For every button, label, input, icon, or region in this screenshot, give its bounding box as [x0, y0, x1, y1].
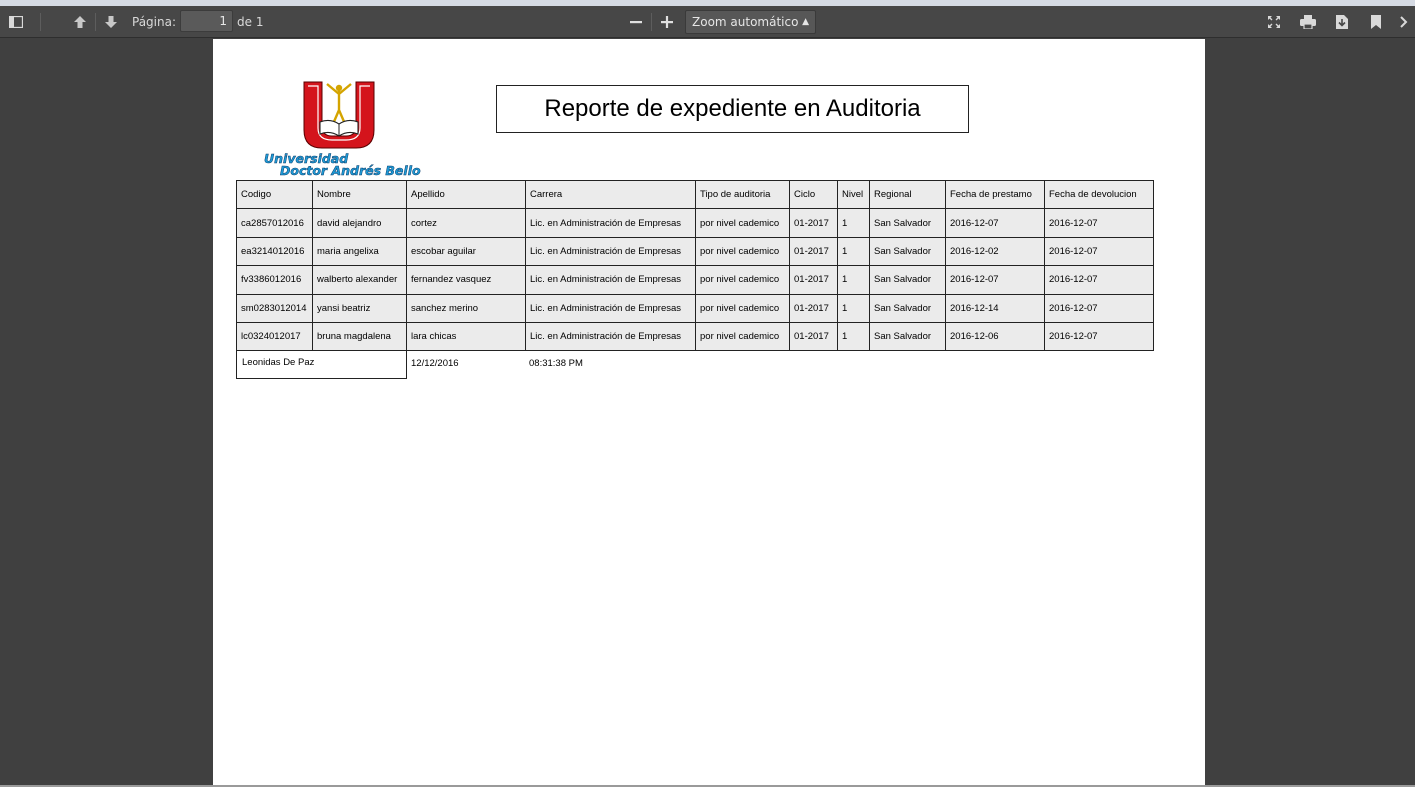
table-cell: 01-2017: [790, 209, 838, 237]
download-button[interactable]: [1332, 12, 1352, 32]
printer-icon: [1300, 15, 1316, 29]
table-cell: lara chicas: [407, 322, 526, 350]
table-cell: Lic. en Administración de Empresas: [526, 294, 696, 322]
zoom-select-value: Zoom automático: [692, 15, 799, 29]
table-cell: por nivel cademico: [696, 237, 790, 265]
column-header: Ciclo: [790, 181, 838, 209]
table-cell: david alejandro: [313, 209, 407, 237]
table-cell: ca2857012016: [237, 209, 313, 237]
footer-date: 12/12/2016: [411, 358, 459, 369]
table-row: [237, 266, 1154, 294]
table-cell: 2016-12-07: [1045, 266, 1154, 294]
page-number-input[interactable]: 1: [180, 10, 233, 32]
table-cell: San Salvador: [870, 294, 946, 322]
footer-user: Leonidas De Paz: [236, 350, 407, 379]
table-row: [237, 322, 1154, 350]
table-cell: 1: [838, 294, 870, 322]
page-total: de 1: [237, 15, 264, 29]
column-header: Nombre: [313, 181, 407, 209]
footer-time: 08:31:38 PM: [529, 358, 583, 369]
table-header-row: [237, 181, 1154, 209]
double-chevron-icon: [1400, 16, 1410, 28]
table-cell: cortez: [407, 209, 526, 237]
table-cell: fv3386012016: [237, 266, 313, 294]
download-icon: [1336, 15, 1348, 29]
arrow-up-icon: [73, 15, 87, 29]
table-cell: 2016-12-07: [946, 266, 1045, 294]
zoom-select[interactable]: [685, 10, 816, 34]
table-cell: 2016-12-07: [1045, 209, 1154, 237]
column-header: Fecha de devolucion: [1045, 181, 1154, 209]
table-cell: sm0283012014: [237, 294, 313, 322]
table-cell: por nivel cademico: [696, 209, 790, 237]
table-cell: Lic. en Administración de Empresas: [526, 266, 696, 294]
table-cell: 2016-12-07: [946, 209, 1045, 237]
table-cell: walberto alexander: [313, 266, 407, 294]
tools-button[interactable]: [1400, 12, 1415, 32]
table-cell: 2016-12-14: [946, 294, 1045, 322]
zoom-out-button[interactable]: [626, 12, 646, 32]
column-header: Tipo de auditoria: [696, 181, 790, 209]
report-table: [236, 180, 1154, 351]
bookmark-button[interactable]: [1366, 12, 1386, 32]
table-cell: Lic. en Administración de Empresas: [526, 209, 696, 237]
table-cell: 01-2017: [790, 266, 838, 294]
bookmark-icon: [1371, 15, 1381, 29]
table-row: [237, 294, 1154, 322]
table-cell: 2016-12-07: [1045, 237, 1154, 265]
fullscreen-icon: [1267, 15, 1281, 29]
zoom-in-button[interactable]: [657, 12, 677, 32]
table-cell: 2016-12-02: [946, 237, 1045, 265]
table-cell: fernandez vasquez: [407, 266, 526, 294]
table-row: [237, 209, 1154, 237]
logo-line2: Doctor Andrés Bello: [280, 163, 421, 178]
pdf-toolbar: [0, 6, 1415, 38]
column-header: Regional: [870, 181, 946, 209]
logo-line1: Universidad: [264, 151, 349, 166]
table-cell: lc0324012017: [237, 322, 313, 350]
table-cell: 2016-12-07: [1045, 322, 1154, 350]
table-cell: San Salvador: [870, 322, 946, 350]
table-cell: 01-2017: [790, 322, 838, 350]
university-logo: [262, 76, 422, 180]
report-title: Reporte de expediente en Auditoria: [496, 85, 969, 133]
table-row: [237, 237, 1154, 265]
column-header: Nivel: [838, 181, 870, 209]
plus-icon: [661, 16, 673, 28]
presentation-mode-button[interactable]: [1264, 12, 1284, 32]
table-cell: 2016-12-06: [946, 322, 1045, 350]
table-cell: yansi beatriz: [313, 294, 407, 322]
table-cell: por nivel cademico: [696, 266, 790, 294]
table-cell: 2016-12-07: [1045, 294, 1154, 322]
table-cell: por nivel cademico: [696, 294, 790, 322]
table-cell: 01-2017: [790, 294, 838, 322]
table-cell: San Salvador: [870, 209, 946, 237]
sidebar-toggle-button[interactable]: [6, 12, 26, 32]
column-header: Codigo: [237, 181, 313, 209]
select-arrows-icon: ▲: [802, 17, 809, 27]
table-cell: escobar aguilar: [407, 237, 526, 265]
column-header: Fecha de prestamo: [946, 181, 1045, 209]
next-page-button[interactable]: [101, 12, 121, 32]
table-cell: 1: [838, 266, 870, 294]
minus-icon: [630, 16, 642, 28]
table-cell: San Salvador: [870, 237, 946, 265]
table-cell: sanchez merino: [407, 294, 526, 322]
sidebar-toggle-icon: [9, 16, 23, 28]
table-cell: 1: [838, 322, 870, 350]
table-cell: 01-2017: [790, 237, 838, 265]
table-cell: por nivel cademico: [696, 322, 790, 350]
column-header: Apellido: [407, 181, 526, 209]
table-cell: maria angelixa: [313, 237, 407, 265]
table-cell: Lic. en Administración de Empresas: [526, 322, 696, 350]
arrow-down-icon: [104, 15, 118, 29]
table-cell: 1: [838, 209, 870, 237]
table-cell: San Salvador: [870, 266, 946, 294]
table-cell: Lic. en Administración de Empresas: [526, 237, 696, 265]
column-header: Carrera: [526, 181, 696, 209]
table-cell: bruna magdalena: [313, 322, 407, 350]
table-cell: ea3214012016: [237, 237, 313, 265]
table-cell: 1: [838, 237, 870, 265]
page-label: Página:: [132, 15, 177, 29]
print-button[interactable]: [1298, 12, 1318, 32]
previous-page-button[interactable]: [70, 12, 90, 32]
